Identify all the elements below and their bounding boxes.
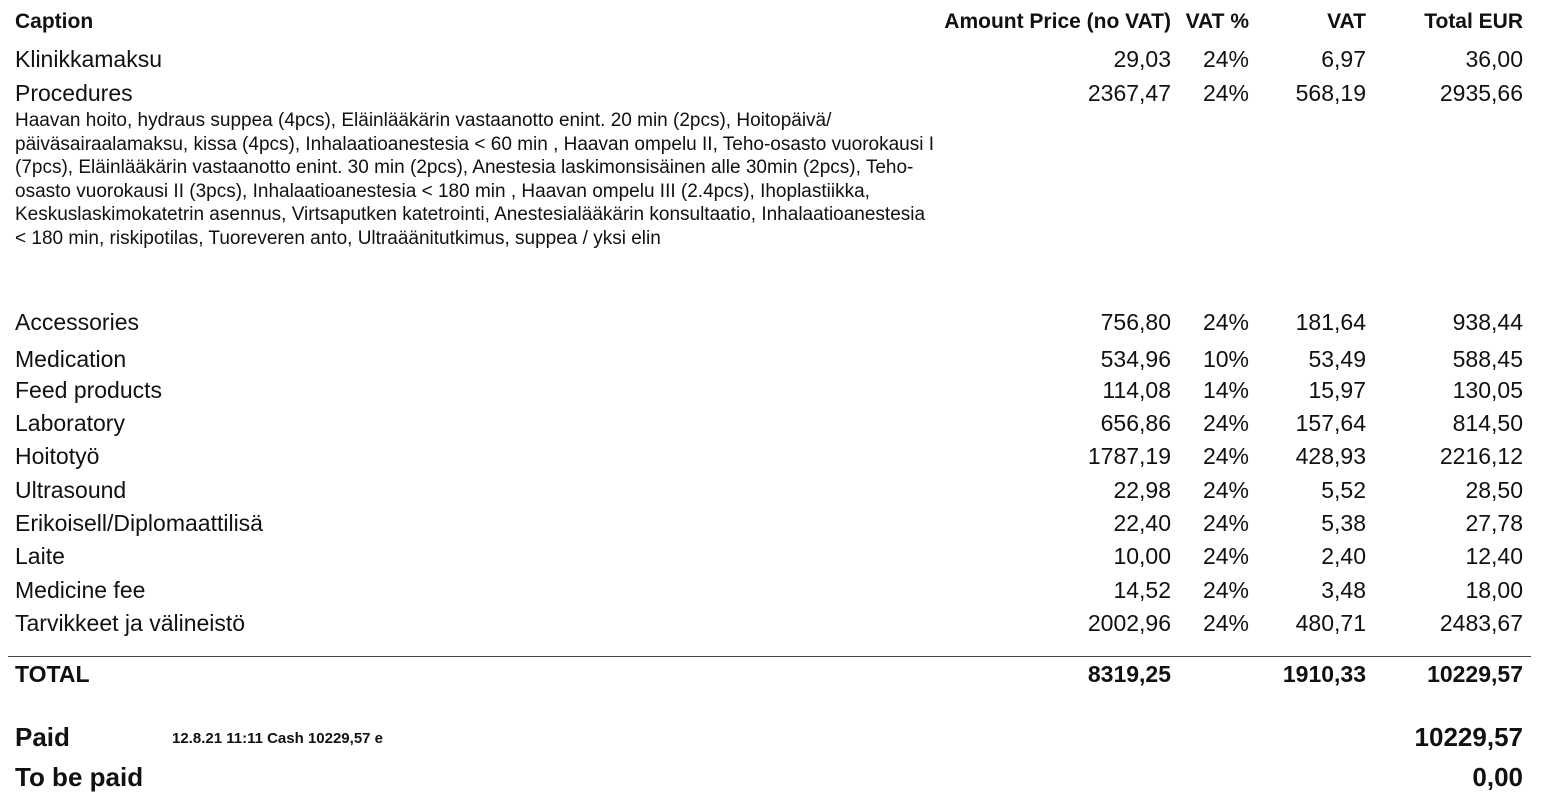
table-row <box>0 46 1542 76</box>
row-price: 534,96 <box>1100 346 1171 372</box>
procedures-description: Haavan hoito, hydraus suppea (4pcs), Eläinlääkärin vastaanotto enint. 20 min (2pcs), Hoitopäivä/ päiväsairaalamaksu, kissa (4pcs), Inhalaatioanestesia < 60 min , Haavan ompelu II, Teho-osasto vuorokausi I (7pcs), Eläinlääkärin vastaanotto enint. 30 min (2pcs), Anestesia laskimonsisäinen alle 30min (2pcs), Teho-osasto vuorokausi II (3pcs), Inhalaatioanestesia < 180 min , Haavan ompelu III (2.4pcs), Ihoplastiikka, Keskuslaskimokatetrin asennus, Virtsaputken katetrointi, Anestesialääkärin konsultaatio, Inhalaatioanestesia < 180 min, riskipotilas, Tuoreveren anto, Ultraäänitutkimus, suppea / yksi elin <box>15 110 935 249</box>
row-vat-percent: 24% <box>1202 577 1249 603</box>
paid-value: 10229,57 <box>1414 722 1523 752</box>
row-total: 130,05 <box>1452 377 1523 403</box>
total-divider <box>8 656 1531 657</box>
table-row <box>0 543 1542 573</box>
row-total: 28,50 <box>1465 477 1523 503</box>
row-total: 2483,67 <box>1439 610 1523 636</box>
header-caption: Caption <box>15 10 94 33</box>
table-row <box>0 443 1542 473</box>
row-caption: Accessories <box>15 309 139 335</box>
row-caption: Feed products <box>15 377 163 403</box>
row-total: 12,40 <box>1465 543 1523 569</box>
table-row <box>0 309 1542 339</box>
row-caption: Hoitotyö <box>15 443 100 469</box>
row-price: 22,98 <box>1113 477 1171 503</box>
row-total: 36,00 <box>1465 46 1523 72</box>
paid-label: Paid <box>15 722 70 752</box>
row-vat-percent: 14% <box>1202 377 1249 403</box>
table-row <box>0 377 1542 407</box>
row-vat-percent: 24% <box>1202 477 1249 503</box>
row-vat-percent: 24% <box>1202 309 1249 335</box>
row-vat: 157,64 <box>1295 410 1366 436</box>
row-price: 1787,19 <box>1087 443 1171 469</box>
row-vat: 3,48 <box>1321 577 1366 603</box>
row-caption: Laboratory <box>15 410 125 436</box>
header-vat: VAT <box>1327 10 1366 33</box>
total-price: 8319,25 <box>1087 661 1171 687</box>
row-caption: Procedures <box>15 80 133 106</box>
row-vat-percent: 24% <box>1202 610 1249 636</box>
row-total: 2216,12 <box>1439 443 1523 469</box>
table-row <box>0 510 1542 540</box>
row-vat-percent: 24% <box>1202 443 1249 469</box>
table-row <box>0 477 1542 507</box>
total-label: TOTAL <box>15 661 90 687</box>
row-price: 14,52 <box>1113 577 1171 603</box>
to-be-paid-value: 0,00 <box>1472 762 1523 792</box>
row-vat: 5,38 <box>1321 510 1366 536</box>
row-vat: 5,52 <box>1321 477 1366 503</box>
row-vat-percent: 24% <box>1202 80 1249 106</box>
row-vat: 568,19 <box>1295 80 1366 106</box>
table-row <box>0 610 1542 640</box>
row-total: 2935,66 <box>1439 80 1523 106</box>
table-row <box>0 80 1542 110</box>
header-amount-price: Amount Price (no VAT) <box>944 10 1171 33</box>
row-vat: 6,97 <box>1321 46 1366 72</box>
row-caption: Laite <box>15 543 65 569</box>
row-vat-percent: 24% <box>1202 46 1249 72</box>
paid-note: 12.8.21 11:11 Cash 10229,57 e <box>172 730 384 747</box>
total-row <box>0 661 1542 691</box>
header-vat-percent: VAT % <box>1185 10 1249 33</box>
row-caption: Erikoisell/Diplomaattilisä <box>15 510 263 536</box>
row-price: 10,00 <box>1113 543 1171 569</box>
header-total-eur: Total EUR <box>1424 10 1523 33</box>
row-caption: Medicine fee <box>15 577 146 603</box>
row-caption: Tarvikkeet ja välineistö <box>15 610 246 636</box>
table-row <box>0 410 1542 440</box>
row-caption: Medication <box>15 346 127 372</box>
to-be-paid-label: To be paid <box>15 762 144 792</box>
row-total: 27,78 <box>1465 510 1523 536</box>
table-row <box>0 577 1542 607</box>
row-total: 814,50 <box>1452 410 1523 436</box>
row-vat-percent: 24% <box>1202 510 1249 536</box>
row-total: 18,00 <box>1465 577 1523 603</box>
row-vat-percent: 10% <box>1202 346 1249 372</box>
row-total: 588,45 <box>1452 346 1523 372</box>
table-row <box>0 346 1542 376</box>
row-vat: 480,71 <box>1295 610 1366 636</box>
row-vat: 53,49 <box>1308 346 1366 372</box>
row-price: 756,80 <box>1100 309 1171 335</box>
row-total: 938,44 <box>1452 309 1523 335</box>
row-price: 29,03 <box>1113 46 1171 72</box>
row-price: 2367,47 <box>1087 80 1171 106</box>
row-vat-percent: 24% <box>1202 543 1249 569</box>
row-vat: 15,97 <box>1308 377 1366 403</box>
row-price: 2002,96 <box>1087 610 1171 636</box>
row-vat: 181,64 <box>1295 309 1366 335</box>
row-price: 656,86 <box>1100 410 1171 436</box>
total-sum: 10229,57 <box>1427 661 1523 687</box>
row-vat: 428,93 <box>1295 443 1366 469</box>
row-caption: Klinikkamaksu <box>15 46 162 72</box>
row-vat: 2,40 <box>1321 543 1366 569</box>
row-price: 22,40 <box>1113 510 1171 536</box>
row-caption: Ultrasound <box>15 477 127 503</box>
total-vat: 1910,33 <box>1282 661 1366 687</box>
row-price: 114,08 <box>1102 377 1171 403</box>
row-vat-percent: 24% <box>1202 410 1249 436</box>
